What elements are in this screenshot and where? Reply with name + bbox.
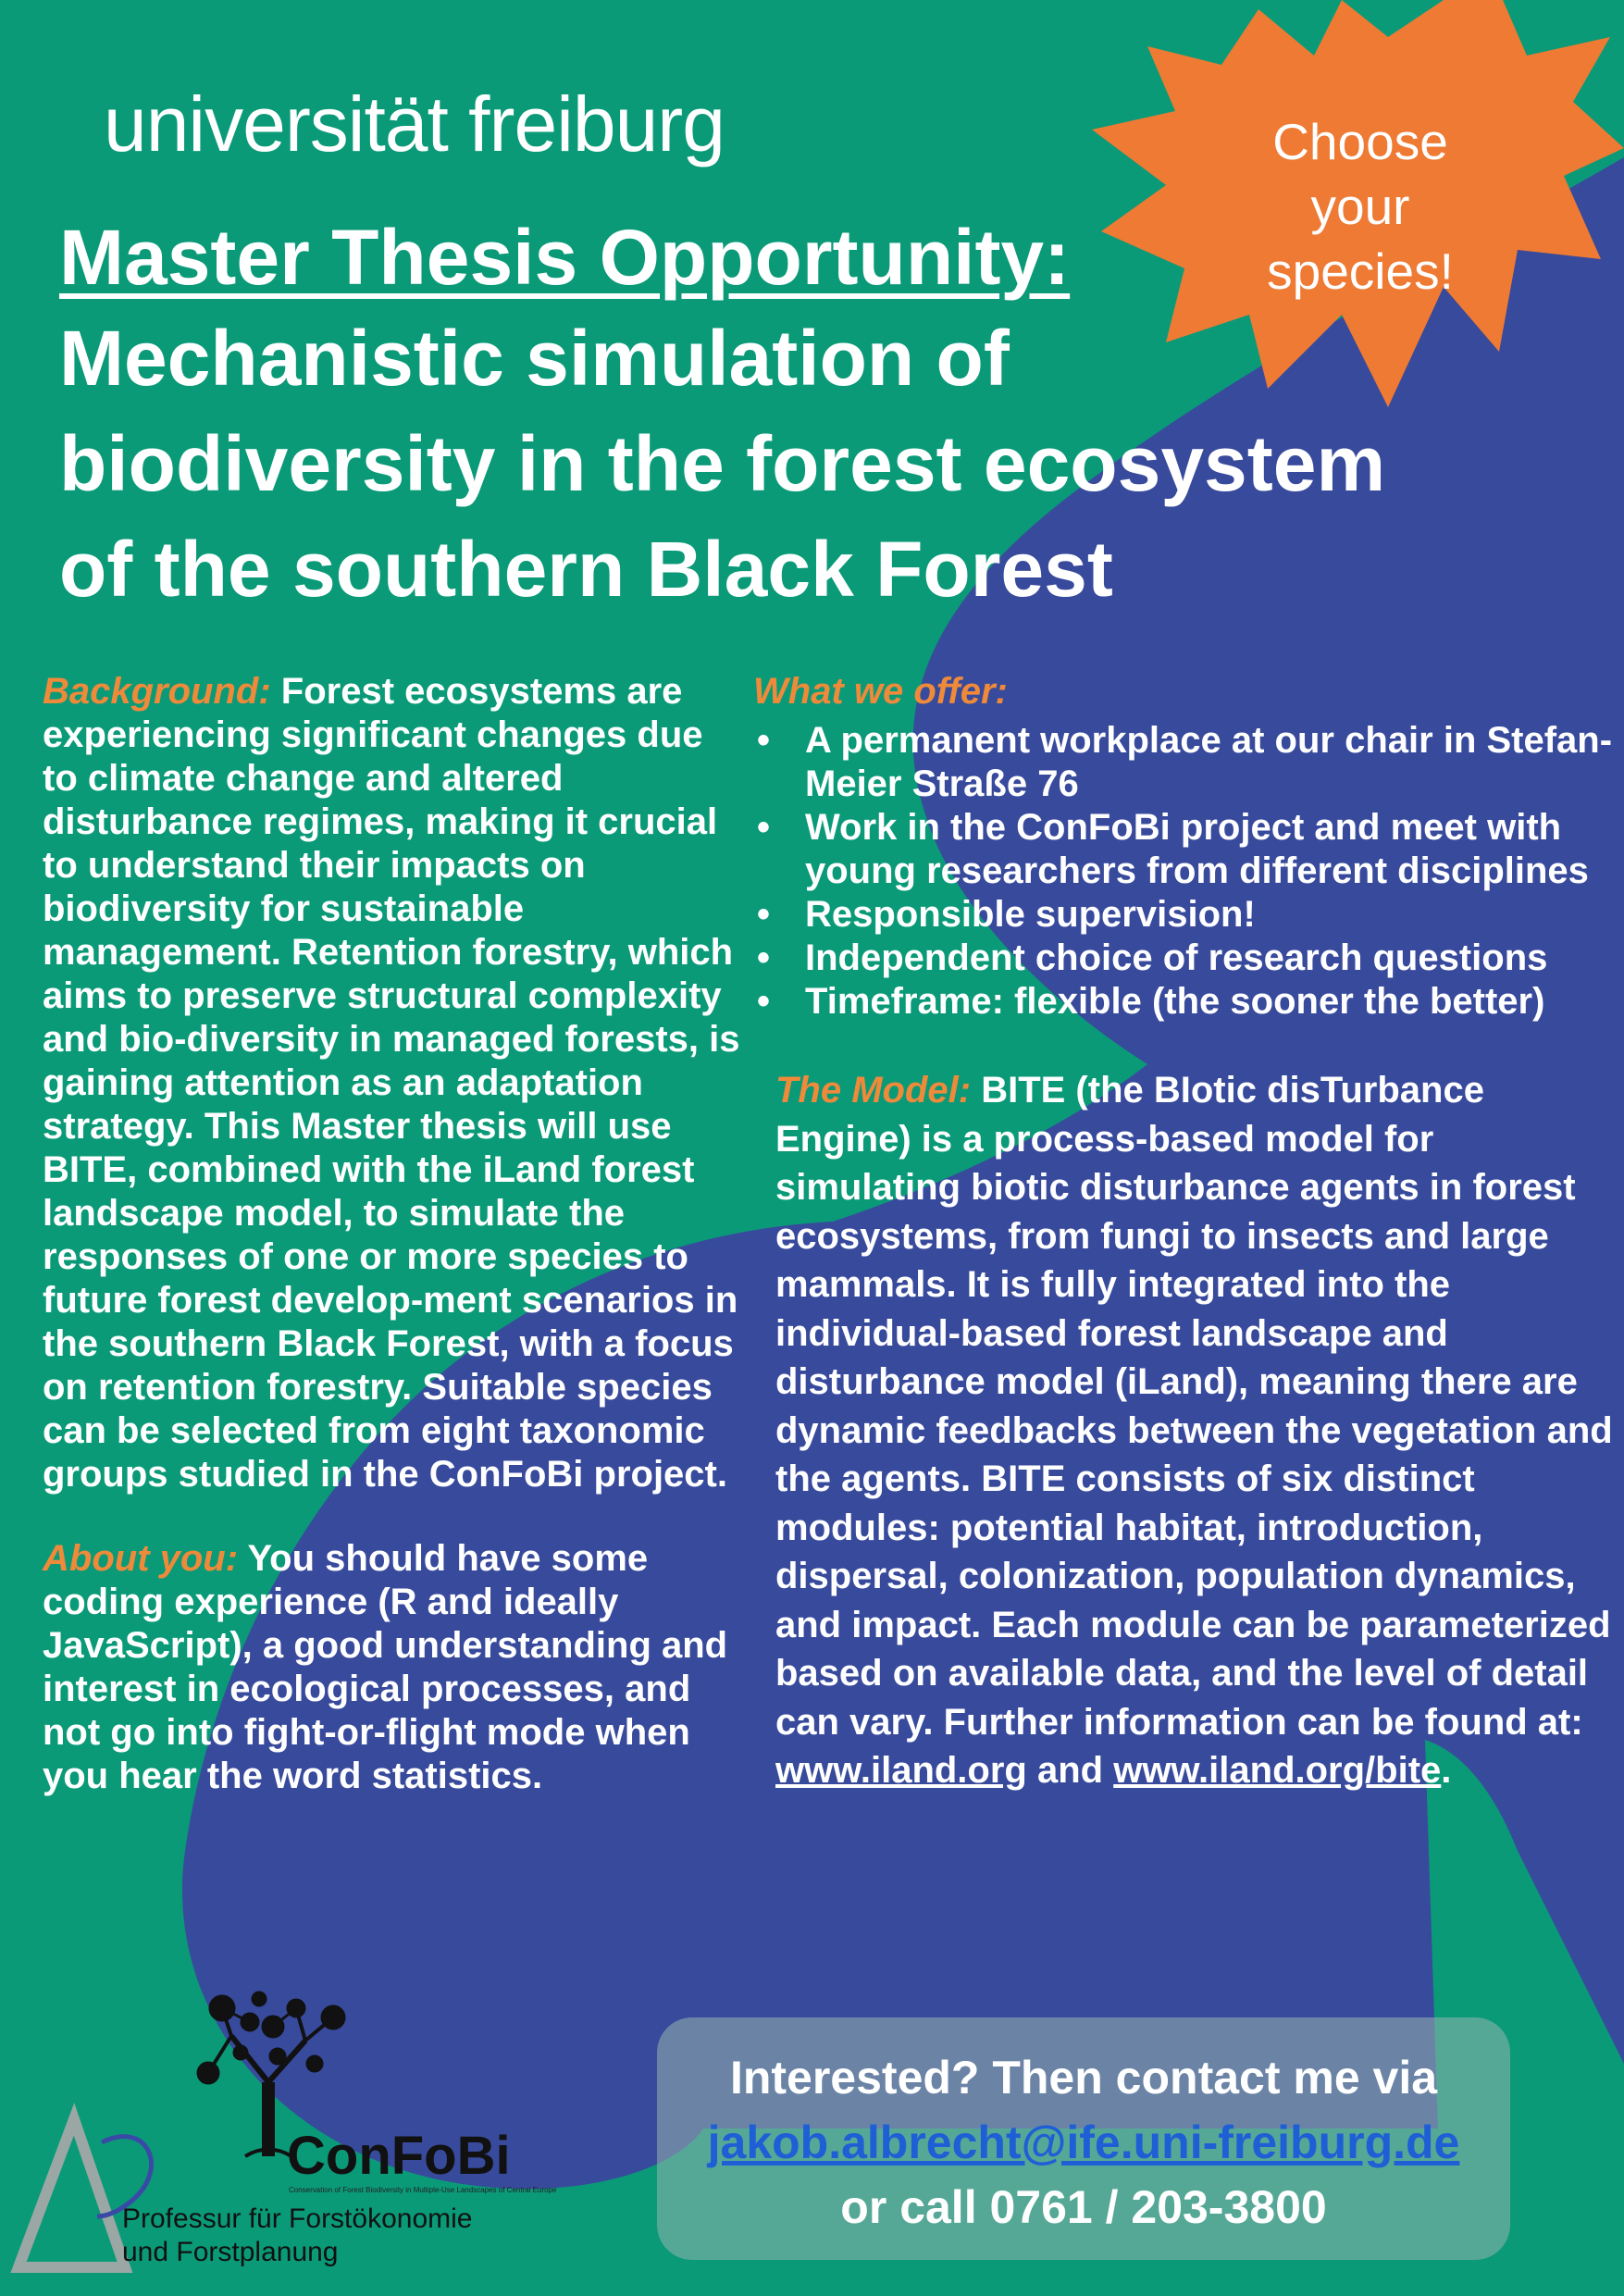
- right-column: [753, 670, 1623, 1795]
- iland-link[interactable]: www.iland.org: [775, 1750, 1027, 1791]
- professur-line: und Forstplanung: [122, 2237, 339, 2267]
- list-item: • Timeframe: flexible (the sooner the better): [753, 980, 1623, 1024]
- title-line: of the southern Black Forest: [59, 526, 1113, 613]
- about-label: About you:: [43, 1538, 239, 1579]
- confobi-subtitle: Conservation of Forest Biodiversity in Multiple-Use Landscapes of Central Europe: [289, 2186, 557, 2194]
- list-item: • Independent choice of research questions: [753, 937, 1623, 980]
- university-logo: universität freiburg: [104, 81, 725, 168]
- title-line: biodiversity in the forest ecosystem: [59, 420, 1386, 507]
- model-end: .: [1441, 1750, 1452, 1791]
- star-line: species!: [1267, 242, 1454, 300]
- model-paragraph: [775, 1066, 1623, 1795]
- background-text: Forest ecosystems are experiencing significant changes due to climate change and altered disturbance regimes, making it crucial to understand their impacts on biodiversity for sustainable management. Retention forestry, which aims to preserve structural complexity and bio-diversity in managed forests, is gaining attention as an adaptation strategy. This Master thesis will use BITE, combined with the iLand forest landscape model, to simulate the responses of one or more species to future forest develop-ment scenarios in the southern Black Forest, with a focus on retention forestry. Suitable species can be selected from eight taxonomic groups studied in the ConFoBi project.: [43, 671, 740, 1495]
- professur-text: [122, 2203, 472, 2269]
- professur-line: Professur für Forstökonomie: [122, 2203, 473, 2234]
- star-line: your: [1310, 178, 1410, 235]
- background-paragraph: [43, 670, 746, 1496]
- model-label: The Model:: [775, 1070, 972, 1111]
- contact-phone: or call 0761 / 203-3800: [840, 2181, 1327, 2233]
- left-column: [43, 670, 746, 1798]
- contact-box: [657, 2017, 1510, 2260]
- title-line: Mechanistic simulation of: [59, 315, 1010, 402]
- contact-prompt: Interested? Then contact me via: [729, 2052, 1438, 2104]
- model-and: and: [1026, 1750, 1114, 1791]
- about-paragraph: [43, 1537, 746, 1798]
- offer-label: What we offer:: [753, 671, 1008, 712]
- background-label: Background:: [43, 671, 271, 712]
- title-heading: Master Thesis Opportunity:: [59, 214, 1071, 301]
- star-line: Choose: [1272, 113, 1448, 170]
- offer-list: [753, 719, 1623, 1024]
- bite-link[interactable]: www.iland.org/bite: [1113, 1750, 1442, 1791]
- confobi-logo-text: ConFoBi: [287, 2126, 511, 2186]
- contact-email-link[interactable]: jakob.albrecht@ife.uni-freiburg.de: [707, 2116, 1460, 2168]
- list-item: • Work in the ConFoBi project and meet with young researchers from different disciplines: [753, 806, 1623, 893]
- model-text: BITE (the BIotic disTurbance Engine) is a process-based model for simulating biotic disturbance agents in forest ecosystems, from fungi to insects and large mammals. It is fully integrated into the individual-based forest landscape and disturbance model (iLand), meaning there are dynamic feedbacks between the vegetation and the agents. BITE consists of six distinct modules: potential habitat, introduction, dispersal, colonization, population dynamics, and impact. Each module can be parameterized based on available data, and the level of detail can vary. Further information can be found at:: [775, 1070, 1613, 1743]
- star-callout: [1240, 109, 1481, 304]
- about-text: You should have some coding experience (R and ideally JavaScript), a good understanding and interest in ecological processes, and not go into fight-or-flight mode when you hear the word statistics.: [43, 1538, 728, 1796]
- list-item: • Responsible supervision!: [753, 893, 1623, 937]
- list-item: • A permanent workplace at our chair in Stefan-Meier Straße 76: [753, 719, 1623, 806]
